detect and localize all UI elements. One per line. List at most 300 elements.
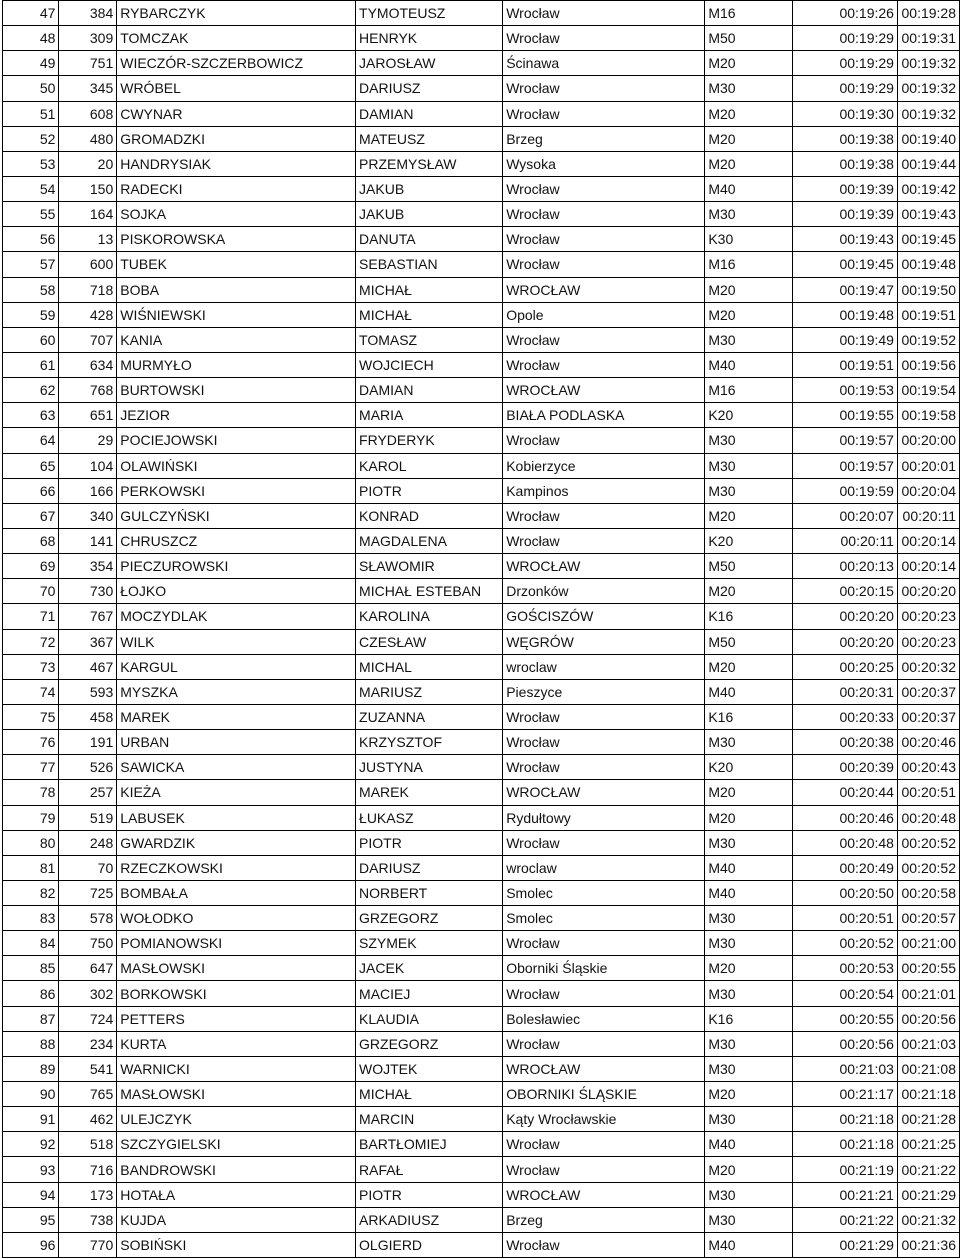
gun-time-cell: 00:21:29 <box>897 1182 959 1207</box>
bib-number-cell: 578 <box>59 906 117 931</box>
net-time-cell: 00:19:59 <box>792 478 897 503</box>
net-time-cell: 00:21:17 <box>792 1082 897 1107</box>
net-time-cell: 00:21:18 <box>792 1132 897 1157</box>
city-cell: Wrocław <box>503 227 705 252</box>
place-cell: 82 <box>3 880 59 905</box>
bib-number-cell: 13 <box>59 227 117 252</box>
city-cell: Wrocław <box>503 1132 705 1157</box>
net-time-cell: 00:20:44 <box>792 780 897 805</box>
first-name-cell: MARIUSZ <box>356 679 503 704</box>
table-row <box>3 1232 960 1257</box>
category-cell: M40 <box>705 1132 793 1157</box>
table-row <box>3 956 960 981</box>
last-name-cell: HOTAŁA <box>117 1182 356 1207</box>
table-row <box>3 1031 960 1056</box>
last-name-cell: RADECKI <box>117 176 356 201</box>
category-cell: K16 <box>705 704 793 729</box>
bib-number-cell: 150 <box>59 176 117 201</box>
category-cell: M20 <box>705 780 793 805</box>
place-cell: 84 <box>3 931 59 956</box>
city-cell: WROCŁAW <box>503 1056 705 1081</box>
table-row <box>3 302 960 327</box>
net-time-cell: 00:19:29 <box>792 26 897 51</box>
category-cell: M40 <box>705 679 793 704</box>
place-cell: 93 <box>3 1157 59 1182</box>
first-name-cell: MICHAŁ ESTEBAN <box>356 579 503 604</box>
last-name-cell: WARNICKI <box>117 1056 356 1081</box>
table-row <box>3 679 960 704</box>
gun-time-cell: 00:20:32 <box>897 654 959 679</box>
place-cell: 94 <box>3 1182 59 1207</box>
net-time-cell: 00:19:55 <box>792 403 897 428</box>
place-cell: 86 <box>3 981 59 1006</box>
city-cell: Wrocław <box>503 1232 705 1257</box>
last-name-cell: GULCZYŃSKI <box>117 503 356 528</box>
last-name-cell: TUBEK <box>117 252 356 277</box>
gun-time-cell: 00:19:50 <box>897 277 959 302</box>
table-row <box>3 1182 960 1207</box>
net-time-cell: 00:21:19 <box>792 1157 897 1182</box>
table-row <box>3 880 960 905</box>
first-name-cell: CZESŁAW <box>356 629 503 654</box>
city-cell: Kąty Wrocławskie <box>503 1107 705 1132</box>
first-name-cell: JACEK <box>356 956 503 981</box>
bib-number-cell: 428 <box>59 302 117 327</box>
place-cell: 81 <box>3 855 59 880</box>
gun-time-cell: 00:20:23 <box>897 604 959 629</box>
net-time-cell: 00:19:39 <box>792 176 897 201</box>
city-cell: Wrocław <box>503 503 705 528</box>
net-time-cell: 00:21:29 <box>792 1232 897 1257</box>
first-name-cell: DANUTA <box>356 227 503 252</box>
place-cell: 52 <box>3 126 59 151</box>
category-cell: M20 <box>705 277 793 302</box>
place-cell: 95 <box>3 1207 59 1232</box>
category-cell: M40 <box>705 1232 793 1257</box>
category-cell: M20 <box>705 51 793 76</box>
table-row <box>3 277 960 302</box>
place-cell: 60 <box>3 327 59 352</box>
net-time-cell: 00:20:51 <box>792 906 897 931</box>
bib-number-cell: 141 <box>59 528 117 553</box>
gun-time-cell: 00:19:32 <box>897 51 959 76</box>
gun-time-cell: 00:19:43 <box>897 202 959 227</box>
last-name-cell: URBAN <box>117 730 356 755</box>
first-name-cell: ŁUKASZ <box>356 805 503 830</box>
place-cell: 66 <box>3 478 59 503</box>
last-name-cell: HANDRYSIAK <box>117 151 356 176</box>
table-row <box>3 352 960 377</box>
table-row <box>3 1056 960 1081</box>
table-row <box>3 76 960 101</box>
bib-number-cell: 634 <box>59 352 117 377</box>
net-time-cell: 00:19:43 <box>792 227 897 252</box>
last-name-cell: WOŁODKO <box>117 906 356 931</box>
first-name-cell: GRZEGORZ <box>356 1031 503 1056</box>
first-name-cell: NORBERT <box>356 880 503 905</box>
bib-number-cell: 765 <box>59 1082 117 1107</box>
table-row <box>3 51 960 76</box>
first-name-cell: MATEUSZ <box>356 126 503 151</box>
bib-number-cell: 458 <box>59 704 117 729</box>
net-time-cell: 00:20:52 <box>792 931 897 956</box>
net-time-cell: 00:20:07 <box>792 503 897 528</box>
bib-number-cell: 70 <box>59 855 117 880</box>
table-row <box>3 629 960 654</box>
place-cell: 62 <box>3 378 59 403</box>
bib-number-cell: 191 <box>59 730 117 755</box>
first-name-cell: FRYDERYK <box>356 428 503 453</box>
gun-time-cell: 00:20:04 <box>897 478 959 503</box>
table-row <box>3 654 960 679</box>
bib-number-cell: 467 <box>59 654 117 679</box>
net-time-cell: 00:20:13 <box>792 554 897 579</box>
last-name-cell: TOMCZAK <box>117 26 356 51</box>
last-name-cell: PIECZUROWSKI <box>117 554 356 579</box>
gun-time-cell: 00:19:54 <box>897 378 959 403</box>
table-row <box>3 151 960 176</box>
gun-time-cell: 00:21:08 <box>897 1056 959 1081</box>
city-cell: Wrocław <box>503 1 705 26</box>
category-cell: M40 <box>705 176 793 201</box>
last-name-cell: RZECZKOWSKI <box>117 855 356 880</box>
place-cell: 78 <box>3 780 59 805</box>
city-cell: Wrocław <box>503 755 705 780</box>
gun-time-cell: 00:20:37 <box>897 679 959 704</box>
net-time-cell: 00:20:39 <box>792 755 897 780</box>
gun-time-cell: 00:21:00 <box>897 931 959 956</box>
first-name-cell: MICHAŁ <box>356 302 503 327</box>
city-cell: Wrocław <box>503 981 705 1006</box>
category-cell: M30 <box>705 730 793 755</box>
first-name-cell: TYMOTEUSZ <box>356 1 503 26</box>
bib-number-cell: 29 <box>59 428 117 453</box>
place-cell: 89 <box>3 1056 59 1081</box>
place-cell: 54 <box>3 176 59 201</box>
last-name-cell: SOBIŃSKI <box>117 1232 356 1257</box>
first-name-cell: JAROSŁAW <box>356 51 503 76</box>
city-cell: Wrocław <box>503 101 705 126</box>
first-name-cell: KAROLINA <box>356 604 503 629</box>
net-time-cell: 00:19:51 <box>792 352 897 377</box>
last-name-cell: KANIA <box>117 327 356 352</box>
table-row <box>3 1132 960 1157</box>
first-name-cell: ZUZANNA <box>356 704 503 729</box>
first-name-cell: DAMIAN <box>356 378 503 403</box>
city-cell: Ścinawa <box>503 51 705 76</box>
place-cell: 71 <box>3 604 59 629</box>
place-cell: 90 <box>3 1082 59 1107</box>
category-cell: M16 <box>705 378 793 403</box>
category-cell: M50 <box>705 629 793 654</box>
table-row <box>3 981 960 1006</box>
city-cell: OBORNIKI ŚLĄSKIE <box>503 1082 705 1107</box>
city-cell: Smolec <box>503 906 705 931</box>
place-cell: 67 <box>3 503 59 528</box>
net-time-cell: 00:19:38 <box>792 126 897 151</box>
first-name-cell: SEBASTIAN <box>356 252 503 277</box>
gun-time-cell: 00:20:56 <box>897 1006 959 1031</box>
city-cell: WROCŁAW <box>503 1182 705 1207</box>
gun-time-cell: 00:19:44 <box>897 151 959 176</box>
category-cell: M30 <box>705 1207 793 1232</box>
first-name-cell: MAREK <box>356 780 503 805</box>
last-name-cell: KIEŻA <box>117 780 356 805</box>
net-time-cell: 00:20:20 <box>792 604 897 629</box>
bib-number-cell: 20 <box>59 151 117 176</box>
city-cell: Wrocław <box>503 528 705 553</box>
gun-time-cell: 00:20:01 <box>897 453 959 478</box>
city-cell: Opole <box>503 302 705 327</box>
net-time-cell: 00:20:33 <box>792 704 897 729</box>
gun-time-cell: 00:19:42 <box>897 176 959 201</box>
city-cell: Rydułtowy <box>503 805 705 830</box>
first-name-cell: DAMIAN <box>356 101 503 126</box>
net-time-cell: 00:20:50 <box>792 880 897 905</box>
category-cell: M20 <box>705 956 793 981</box>
gun-time-cell: 00:19:51 <box>897 302 959 327</box>
gun-time-cell: 00:20:46 <box>897 730 959 755</box>
place-cell: 65 <box>3 453 59 478</box>
last-name-cell: PETTERS <box>117 1006 356 1031</box>
bib-number-cell: 770 <box>59 1232 117 1257</box>
results-table <box>2 0 960 1258</box>
last-name-cell: WILK <box>117 629 356 654</box>
place-cell: 72 <box>3 629 59 654</box>
category-cell: M30 <box>705 478 793 503</box>
gun-time-cell: 00:21:36 <box>897 1232 959 1257</box>
category-cell: M20 <box>705 126 793 151</box>
last-name-cell: KURTA <box>117 1031 356 1056</box>
table-row <box>3 906 960 931</box>
place-cell: 55 <box>3 202 59 227</box>
bib-number-cell: 724 <box>59 1006 117 1031</box>
place-cell: 57 <box>3 252 59 277</box>
first-name-cell: MARIA <box>356 403 503 428</box>
net-time-cell: 00:20:56 <box>792 1031 897 1056</box>
city-cell: WROCŁAW <box>503 277 705 302</box>
category-cell: M30 <box>705 202 793 227</box>
gun-time-cell: 00:19:58 <box>897 403 959 428</box>
category-cell: K20 <box>705 403 793 428</box>
last-name-cell: GROMADZKI <box>117 126 356 151</box>
city-cell: Wrocław <box>503 931 705 956</box>
net-time-cell: 00:20:46 <box>792 805 897 830</box>
place-cell: 83 <box>3 906 59 931</box>
place-cell: 50 <box>3 76 59 101</box>
place-cell: 73 <box>3 654 59 679</box>
category-cell: M40 <box>705 880 793 905</box>
first-name-cell: GRZEGORZ <box>356 906 503 931</box>
net-time-cell: 00:20:25 <box>792 654 897 679</box>
table-row <box>3 202 960 227</box>
last-name-cell: BURTOWSKI <box>117 378 356 403</box>
net-time-cell: 00:20:15 <box>792 579 897 604</box>
gun-time-cell: 00:19:31 <box>897 26 959 51</box>
bib-number-cell: 480 <box>59 126 117 151</box>
gun-time-cell: 00:19:48 <box>897 252 959 277</box>
first-name-cell: TOMASZ <box>356 327 503 352</box>
net-time-cell: 00:19:47 <box>792 277 897 302</box>
city-cell: Wrocław <box>503 327 705 352</box>
city-cell: Wrocław <box>503 26 705 51</box>
city-cell: GOŚCISZÓW <box>503 604 705 629</box>
table-row <box>3 101 960 126</box>
first-name-cell: MACIEJ <box>356 981 503 1006</box>
category-cell: M30 <box>705 1107 793 1132</box>
last-name-cell: MURMYŁO <box>117 352 356 377</box>
city-cell: Wrocław <box>503 202 705 227</box>
city-cell: Wrocław <box>503 730 705 755</box>
net-time-cell: 00:19:29 <box>792 51 897 76</box>
table-row <box>3 604 960 629</box>
category-cell: M30 <box>705 76 793 101</box>
table-row <box>3 26 960 51</box>
place-cell: 64 <box>3 428 59 453</box>
last-name-cell: KARGUL <box>117 654 356 679</box>
last-name-cell: WRÓBEL <box>117 76 356 101</box>
category-cell: M30 <box>705 830 793 855</box>
place-cell: 75 <box>3 704 59 729</box>
category-cell: M16 <box>705 1 793 26</box>
category-cell: M20 <box>705 1157 793 1182</box>
category-cell: M30 <box>705 906 793 931</box>
bib-number-cell: 384 <box>59 1 117 26</box>
gun-time-cell: 00:21:28 <box>897 1107 959 1132</box>
gun-time-cell: 00:20:43 <box>897 755 959 780</box>
net-time-cell: 00:20:55 <box>792 1006 897 1031</box>
table-row <box>3 730 960 755</box>
table-row <box>3 805 960 830</box>
bib-number-cell: 257 <box>59 780 117 805</box>
table-row <box>3 1006 960 1031</box>
last-name-cell: ULEJCZYK <box>117 1107 356 1132</box>
last-name-cell: MASŁOWSKI <box>117 1082 356 1107</box>
city-cell: BIAŁA PODLASKA <box>503 403 705 428</box>
city-cell: Wrocław <box>503 252 705 277</box>
gun-time-cell: 00:19:52 <box>897 327 959 352</box>
table-row <box>3 503 960 528</box>
first-name-cell: MICHAŁ <box>356 277 503 302</box>
first-name-cell: KAROL <box>356 453 503 478</box>
table-row <box>3 1107 960 1132</box>
gun-time-cell: 00:20:14 <box>897 528 959 553</box>
net-time-cell: 00:19:57 <box>792 428 897 453</box>
first-name-cell: MAGDALENA <box>356 528 503 553</box>
first-name-cell: MARCIN <box>356 1107 503 1132</box>
last-name-cell: PISKOROWSKA <box>117 227 356 252</box>
city-cell: Wysoka <box>503 151 705 176</box>
bib-number-cell: 541 <box>59 1056 117 1081</box>
category-cell: K16 <box>705 1006 793 1031</box>
last-name-cell: LABUSEK <box>117 805 356 830</box>
place-cell: 51 <box>3 101 59 126</box>
bib-number-cell: 651 <box>59 403 117 428</box>
net-time-cell: 00:20:31 <box>792 679 897 704</box>
bib-number-cell: 718 <box>59 277 117 302</box>
category-cell: K20 <box>705 755 793 780</box>
city-cell: Wrocław <box>503 830 705 855</box>
last-name-cell: KUJDA <box>117 1207 356 1232</box>
city-cell: wroclaw <box>503 654 705 679</box>
last-name-cell: MASŁOWSKI <box>117 956 356 981</box>
place-cell: 47 <box>3 1 59 26</box>
bib-number-cell: 302 <box>59 981 117 1006</box>
city-cell: Kampinos <box>503 478 705 503</box>
category-cell: K20 <box>705 528 793 553</box>
bib-number-cell: 600 <box>59 252 117 277</box>
first-name-cell: MICHAL <box>356 654 503 679</box>
table-row <box>3 931 960 956</box>
last-name-cell: BORKOWSKI <box>117 981 356 1006</box>
first-name-cell: JAKUB <box>356 176 503 201</box>
city-cell: WROCŁAW <box>503 554 705 579</box>
net-time-cell: 00:19:48 <box>792 302 897 327</box>
net-time-cell: 00:21:03 <box>792 1056 897 1081</box>
city-cell: Wrocław <box>503 76 705 101</box>
city-cell: Drzonków <box>503 579 705 604</box>
last-name-cell: ŁOJKO <box>117 579 356 604</box>
last-name-cell: BOBA <box>117 277 356 302</box>
bib-number-cell: 750 <box>59 931 117 956</box>
last-name-cell: CWYNAR <box>117 101 356 126</box>
bib-number-cell: 767 <box>59 604 117 629</box>
last-name-cell: SOJKA <box>117 202 356 227</box>
place-cell: 92 <box>3 1132 59 1157</box>
net-time-cell: 00:19:30 <box>792 101 897 126</box>
gun-time-cell: 00:21:03 <box>897 1031 959 1056</box>
net-time-cell: 00:19:26 <box>792 1 897 26</box>
gun-time-cell: 00:20:00 <box>897 428 959 453</box>
net-time-cell: 00:20:38 <box>792 730 897 755</box>
bib-number-cell: 309 <box>59 26 117 51</box>
bib-number-cell: 608 <box>59 101 117 126</box>
category-cell: M40 <box>705 352 793 377</box>
net-time-cell: 00:19:53 <box>792 378 897 403</box>
net-time-cell: 00:20:54 <box>792 981 897 1006</box>
bib-number-cell: 768 <box>59 378 117 403</box>
city-cell: Pieszyce <box>503 679 705 704</box>
net-time-cell: 00:20:53 <box>792 956 897 981</box>
net-time-cell: 00:19:57 <box>792 453 897 478</box>
city-cell: Kobierzyce <box>503 453 705 478</box>
gun-time-cell: 00:20:51 <box>897 780 959 805</box>
net-time-cell: 00:19:39 <box>792 202 897 227</box>
bib-number-cell: 104 <box>59 453 117 478</box>
table-row <box>3 579 960 604</box>
last-name-cell: SZCZYGIELSKI <box>117 1132 356 1157</box>
bib-number-cell: 234 <box>59 1031 117 1056</box>
bib-number-cell: 716 <box>59 1157 117 1182</box>
first-name-cell: DARIUSZ <box>356 76 503 101</box>
bib-number-cell: 166 <box>59 478 117 503</box>
results-body <box>3 1 960 1258</box>
category-cell: M50 <box>705 554 793 579</box>
first-name-cell: HENRYK <box>356 26 503 51</box>
place-cell: 77 <box>3 755 59 780</box>
table-row <box>3 554 960 579</box>
last-name-cell: WIŚNIEWSKI <box>117 302 356 327</box>
first-name-cell: JUSTYNA <box>356 755 503 780</box>
gun-time-cell: 00:20:57 <box>897 906 959 931</box>
gun-time-cell: 00:20:11 <box>897 503 959 528</box>
first-name-cell: KRZYSZTOF <box>356 730 503 755</box>
table-row <box>3 1207 960 1232</box>
last-name-cell: MYSZKA <box>117 679 356 704</box>
bib-number-cell: 707 <box>59 327 117 352</box>
city-cell: Smolec <box>503 880 705 905</box>
net-time-cell: 00:21:21 <box>792 1182 897 1207</box>
